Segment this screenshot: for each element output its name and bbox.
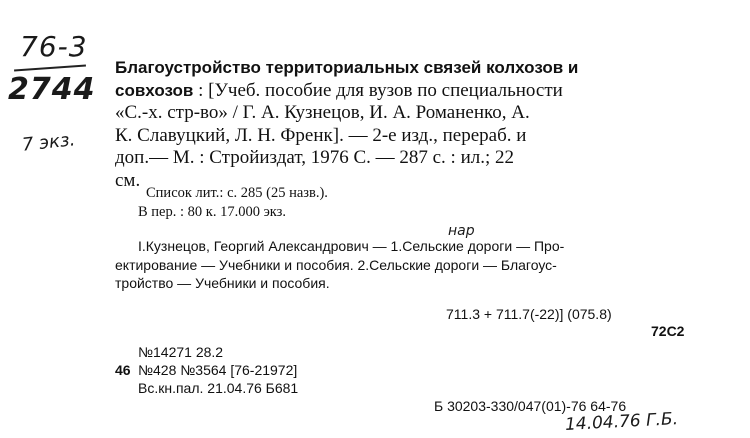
handwritten-annotation: нар	[448, 223, 475, 239]
main-entry	[115, 57, 695, 192]
entry-line4: К. Славуцкий, Л. Н. Френк]. — 2-е изд., перераб. и	[115, 124, 527, 146]
udc-code: 711.3 + 711.7(-22)] (075.8)	[446, 306, 612, 322]
bbk-code: 72С2	[651, 323, 685, 339]
handwritten-underline	[14, 64, 86, 71]
handwritten-copies: 7 экз.	[21, 129, 77, 156]
subject-line2: ектирование — Учебники и пособия. 2.Сельские дороги — Благоус-	[115, 257, 557, 273]
entry-line2-rest: : [Учеб. пособие для вузов по специальности	[193, 79, 563, 101]
handwritten-shelf-number: 2744	[8, 72, 96, 107]
subject-line1: I.Кузнецов, Георгий Александрович — 1.Сельские дороги — Про-	[138, 238, 565, 254]
order-line2: №428 №3564 [76-21972]	[138, 362, 298, 378]
entry-line6: см.	[115, 169, 141, 191]
handwritten-shelf-top: 76-3	[20, 30, 88, 63]
index-code: Б 30203-330/047(01)-76 64-76	[434, 398, 627, 414]
entry-title-line2: совхозов	[115, 80, 194, 100]
bibliography-note: Список лит.: с. 285 (25 назв.).	[146, 185, 328, 201]
order-line3: Вс.кн.пал. 21.04.76 Б681	[138, 380, 299, 396]
entry-line5: доп.— М. : Стройиздат, 1976 С. — 287 с. : ил.; 22	[115, 147, 515, 168]
entry-line2	[115, 80, 695, 103]
subject-line3: тройство — Учебники и пособия.	[115, 275, 330, 291]
handwritten-date-sign: 14.04.76 Г.Б.	[564, 409, 679, 435]
order-prefix: 46	[115, 362, 131, 378]
price-note: В пер. : 80 к. 17.000 экз.	[138, 204, 286, 220]
entry-title-line1: Благоустройство территориальных связей колхозов и	[115, 58, 579, 77]
order-line1: №14271 28.2	[138, 344, 224, 360]
entry-line3: «С.-х. стр-во» / Г. А. Кузнецов, И. А. Романенко, А.	[115, 102, 530, 123]
